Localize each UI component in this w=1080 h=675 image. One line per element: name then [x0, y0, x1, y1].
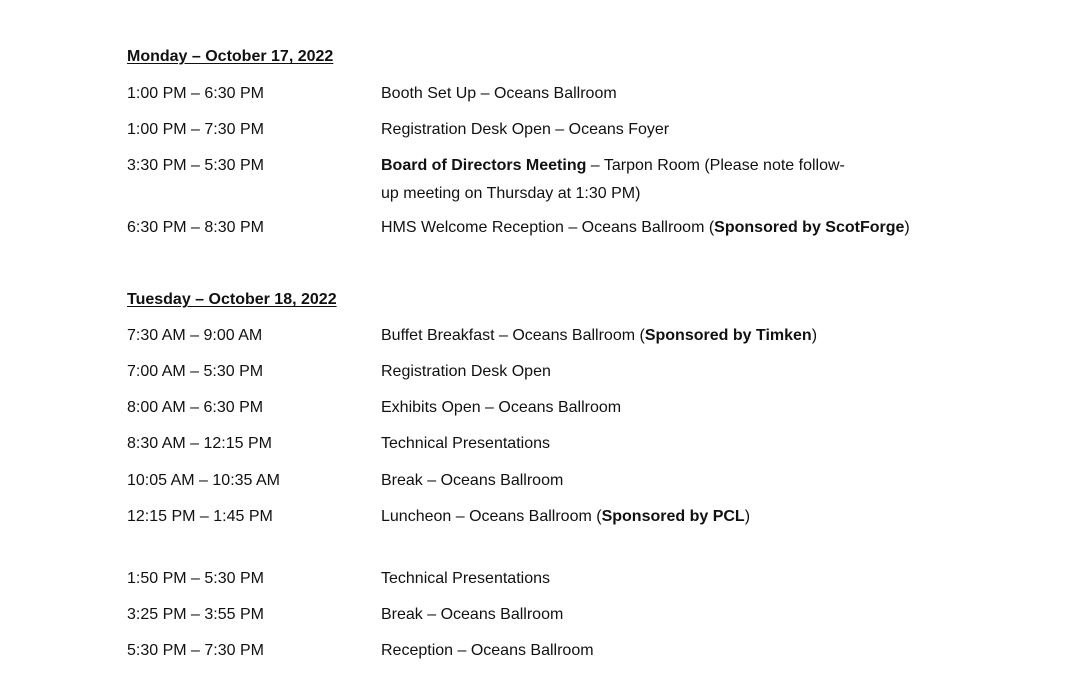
event-time: 6:30 PM – 8:30 PM [127, 219, 264, 236]
event-text-bold: Board of Directors Meeting [381, 157, 587, 174]
event-description [381, 507, 941, 527]
event-description [381, 641, 941, 661]
event-text: Technical Presentations [381, 570, 550, 587]
event-time: 12:15 PM – 1:45 PM [127, 508, 273, 525]
event-text: Technical Presentations [381, 435, 550, 452]
event-time: 8:00 AM – 6:30 PM [127, 399, 264, 416]
event-text: Booth Set Up – Oceans Ballroom [381, 85, 617, 102]
day-heading-monday: Monday – October 17, 2022 [127, 48, 334, 65]
event-description [381, 362, 941, 382]
event-time: 7:30 AM – 9:00 AM [127, 327, 263, 344]
event-time: 8:30 AM – 12:15 PM [127, 435, 272, 452]
event-time: 3:25 PM – 3:55 PM [127, 606, 264, 623]
day-heading-tuesday: Tuesday – October 18, 2022 [127, 291, 337, 308]
event-description [381, 605, 941, 625]
event-text: Luncheon – Oceans Ballroom ( [381, 508, 602, 525]
event-text: Break – Oceans Ballroom [381, 606, 564, 623]
event-description [381, 471, 941, 491]
event-text: Break – Oceans Ballroom [381, 472, 564, 489]
event-description [381, 569, 941, 589]
event-text: – Tarpon Room (Please note follow- [586, 157, 845, 174]
event-text: Exhibits Open – Oceans Ballroom [381, 399, 622, 416]
event-time: 3:30 PM – 5:30 PM [127, 157, 264, 174]
event-text: Reception – Oceans Ballroom [381, 642, 594, 659]
event-time: 7:00 AM – 5:30 PM [127, 363, 264, 380]
event-description [381, 218, 941, 238]
sponsor-text: Sponsored by Timken [644, 327, 812, 344]
event-time: 5:30 PM – 7:30 PM [127, 642, 264, 659]
event-time: 1:00 PM – 6:30 PM [127, 85, 264, 102]
sponsor-text: Sponsored by ScotForge [714, 219, 905, 236]
event-text: ) [811, 327, 818, 344]
event-description [381, 156, 941, 204]
sponsor-text: Sponsored by PCL [601, 508, 745, 525]
event-description [381, 434, 941, 454]
event-description [381, 84, 941, 104]
event-description [381, 120, 941, 140]
event-time: 1:00 PM – 7:30 PM [127, 121, 264, 138]
event-text: Registration Desk Open [381, 363, 551, 380]
event-text-continuation: up meeting on Thursday at 1:30 PM) [381, 185, 641, 202]
event-time: 10:05 AM – 10:35 AM [127, 472, 280, 489]
event-text: ) [904, 219, 910, 236]
event-text: ) [744, 508, 751, 525]
event-text: Registration Desk Open – Oceans Foyer [381, 121, 670, 138]
event-time: 1:50 PM – 5:30 PM [127, 570, 264, 587]
event-text: HMS Welcome Reception – Oceans Ballroom ( [381, 219, 715, 236]
event-description [381, 398, 941, 418]
event-description [381, 326, 941, 346]
event-text: Buffet Breakfast – Oceans Ballroom ( [381, 327, 645, 344]
